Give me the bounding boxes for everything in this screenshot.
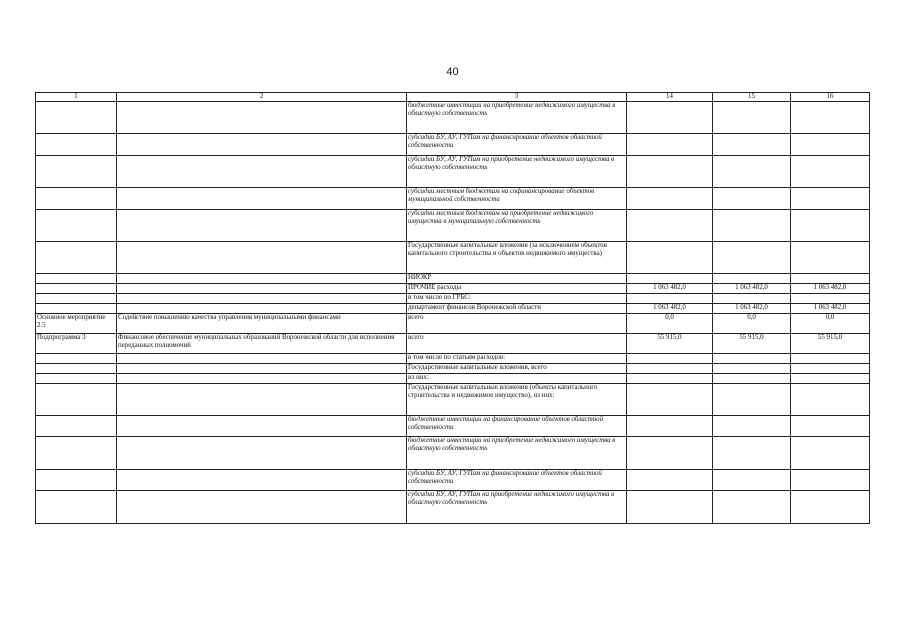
value-cell-16 xyxy=(791,242,870,274)
value-cell-16: 1 063 482,0 xyxy=(791,284,870,294)
title-cell xyxy=(117,470,407,491)
value-cell-15 xyxy=(713,274,791,284)
value-cell-16 xyxy=(791,491,870,524)
value-cell-15: 1 063 482,0 xyxy=(713,284,791,294)
value-cell-14: 1 063 482,0 xyxy=(627,284,713,294)
table-row xyxy=(36,274,870,284)
title-cell xyxy=(117,102,407,134)
title-cell xyxy=(117,384,407,416)
value-cell-15 xyxy=(713,294,791,304)
expense-item-cell: в том числе по ГРБС: xyxy=(407,294,627,304)
table-row xyxy=(36,188,870,210)
title-cell xyxy=(117,156,407,188)
value-cell-14 xyxy=(627,134,713,156)
value-cell-14: 0,0 xyxy=(627,314,713,334)
value-cell-16 xyxy=(791,416,870,437)
table-row xyxy=(36,470,870,491)
value-cell-14 xyxy=(627,210,713,242)
expense-item-cell: субсидии БУ, АУ, ГУПам на приобретение недвижимого имущества в областную собственность xyxy=(407,156,627,188)
expense-item-cell: всего xyxy=(407,314,627,334)
title-cell xyxy=(117,354,407,364)
expense-item-cell: в том числе по статьям расходов: xyxy=(407,354,627,364)
value-cell-15 xyxy=(713,384,791,416)
header-row xyxy=(36,93,870,102)
expense-item-cell: департамент финансов Воронежской области xyxy=(407,304,627,314)
title-cell: Содействие повышению качества управления муниципальными финансами xyxy=(117,314,407,334)
expense-item-cell: НИОКР xyxy=(407,274,627,284)
value-cell-15 xyxy=(713,416,791,437)
value-cell-14 xyxy=(627,354,713,364)
expense-item-cell: Государственные капитальные вложения (объекты капитального строительства и недвижимое имущество), из них: xyxy=(407,384,627,416)
expense-item-cell: Государственные капитальные вложения (за исключением объектов капитального строительства и объектов недвижимого имущества) xyxy=(407,242,627,274)
value-cell-16 xyxy=(791,134,870,156)
table-row xyxy=(36,334,870,354)
expense-item-cell: бюджетные инвестиции на приобретение недвижимого имущества в областную собственность xyxy=(407,437,627,470)
table-row xyxy=(36,314,870,334)
expense-item-cell: субсидии местным бюджетам на приобретение недвижимого имущества в муниципальную собственность xyxy=(407,210,627,242)
code-cell xyxy=(36,242,117,274)
table-row xyxy=(36,156,870,188)
code-cell xyxy=(36,491,117,524)
value-cell-14 xyxy=(627,470,713,491)
value-cell-15 xyxy=(713,364,791,374)
expense-item-cell: ПРОЧИЕ расходы xyxy=(407,284,627,294)
expense-item-cell: Государственные капитальные вложения, всего xyxy=(407,364,627,374)
expense-item-cell: бюджетные инвестиции на приобретение недвижимого имущества в областную собственность xyxy=(407,102,627,134)
value-cell-16 xyxy=(791,102,870,134)
expense-item-cell: из них: xyxy=(407,374,627,384)
value-cell-16 xyxy=(791,364,870,374)
value-cell-16 xyxy=(791,210,870,242)
value-cell-16 xyxy=(791,374,870,384)
value-cell-16 xyxy=(791,384,870,416)
title-cell xyxy=(117,188,407,210)
code-cell xyxy=(36,284,117,294)
value-cell-15 xyxy=(713,210,791,242)
expense-item-cell: субсидии БУ, АУ, ГУПам на финансирование объектов областной собственности xyxy=(407,134,627,156)
title-cell xyxy=(117,374,407,384)
value-cell-14 xyxy=(627,242,713,274)
table-row xyxy=(36,491,870,524)
value-cell-15: 0,0 xyxy=(713,314,791,334)
table-row xyxy=(36,304,870,314)
expense-item-cell: субсидии БУ, АУ, ГУПам на финансирование объектов областной собственности xyxy=(407,470,627,491)
code-cell xyxy=(36,437,117,470)
header-cell: 16 xyxy=(791,93,870,102)
table-row xyxy=(36,354,870,364)
title-cell xyxy=(117,437,407,470)
code-cell xyxy=(36,354,117,364)
title-cell xyxy=(117,304,407,314)
value-cell-14 xyxy=(627,102,713,134)
code-cell xyxy=(36,384,117,416)
value-cell-14 xyxy=(627,156,713,188)
value-cell-14 xyxy=(627,188,713,210)
expense-item-cell: всего xyxy=(407,334,627,354)
value-cell-15 xyxy=(713,491,791,524)
code-cell xyxy=(36,416,117,437)
header-cell: 15 xyxy=(713,93,791,102)
value-cell-14 xyxy=(627,416,713,437)
header-cell: 1 xyxy=(36,93,117,102)
value-cell-14: 1 063 482,0 xyxy=(627,304,713,314)
code-cell xyxy=(36,294,117,304)
value-cell-15 xyxy=(713,156,791,188)
value-cell-14 xyxy=(627,374,713,384)
title-cell xyxy=(117,294,407,304)
table-row xyxy=(36,134,870,156)
value-cell-16 xyxy=(791,354,870,364)
table-row xyxy=(36,284,870,294)
expense-item-cell: субсидии местным бюджетам на софинансирование объектов муниципальной собственности xyxy=(407,188,627,210)
title-cell xyxy=(117,491,407,524)
table-row xyxy=(36,374,870,384)
value-cell-14: 55 915,0 xyxy=(627,334,713,354)
value-cell-14 xyxy=(627,384,713,416)
code-cell xyxy=(36,274,117,284)
table-row xyxy=(36,102,870,134)
table-row xyxy=(36,437,870,470)
value-cell-14 xyxy=(627,491,713,524)
table-row xyxy=(36,294,870,304)
title-cell xyxy=(117,242,407,274)
value-cell-14 xyxy=(627,437,713,470)
value-cell-15 xyxy=(713,242,791,274)
value-cell-15: 1 063 482,0 xyxy=(713,304,791,314)
table-row xyxy=(36,210,870,242)
value-cell-15 xyxy=(713,470,791,491)
value-cell-16 xyxy=(791,156,870,188)
value-cell-16 xyxy=(791,437,870,470)
table-row xyxy=(36,242,870,274)
title-cell: Финансовое обеспечение муниципальных образований Воронежской области для исполнения переданных полномочий xyxy=(117,334,407,354)
code-cell: Подпрограмма 3 xyxy=(36,334,117,354)
header-cell: 3 xyxy=(407,93,627,102)
code-cell: Основное мероприятие 2.5 xyxy=(36,314,117,334)
expense-item-cell: субсидии БУ, АУ, ГУПам на приобретение недвижимого имущества в областную собственность xyxy=(407,491,627,524)
value-cell-15 xyxy=(713,374,791,384)
code-cell xyxy=(36,304,117,314)
code-cell xyxy=(36,134,117,156)
code-cell xyxy=(36,102,117,134)
code-cell xyxy=(36,188,117,210)
header-cell: 14 xyxy=(627,93,713,102)
code-cell xyxy=(36,374,117,384)
code-cell xyxy=(36,470,117,491)
value-cell-15 xyxy=(713,437,791,470)
title-cell xyxy=(117,134,407,156)
table-row xyxy=(36,416,870,437)
value-cell-16 xyxy=(791,470,870,491)
header-cell: 2 xyxy=(117,93,407,102)
value-cell-16: 1 063 482,0 xyxy=(791,304,870,314)
value-cell-16: 55 915,0 xyxy=(791,334,870,354)
value-cell-14 xyxy=(627,274,713,284)
value-cell-16 xyxy=(791,294,870,304)
value-cell-15 xyxy=(713,188,791,210)
value-cell-16 xyxy=(791,188,870,210)
value-cell-14 xyxy=(627,294,713,304)
table-row xyxy=(36,364,870,374)
code-cell xyxy=(36,364,117,374)
title-cell xyxy=(117,416,407,437)
code-cell xyxy=(36,156,117,188)
value-cell-15 xyxy=(713,102,791,134)
expense-item-cell: бюджетные инвестиции на финансирование объектов областной собственности xyxy=(407,416,627,437)
value-cell-15 xyxy=(713,134,791,156)
title-cell xyxy=(117,274,407,284)
page-number: 40 xyxy=(446,66,459,78)
title-cell xyxy=(117,364,407,374)
budget-table xyxy=(35,92,870,524)
value-cell-16 xyxy=(791,274,870,284)
value-cell-15: 55 915,0 xyxy=(713,334,791,354)
title-cell xyxy=(117,284,407,294)
value-cell-16: 0,0 xyxy=(791,314,870,334)
title-cell xyxy=(117,210,407,242)
value-cell-15 xyxy=(713,354,791,364)
value-cell-14 xyxy=(627,364,713,374)
code-cell xyxy=(36,210,117,242)
table-row xyxy=(36,384,870,416)
